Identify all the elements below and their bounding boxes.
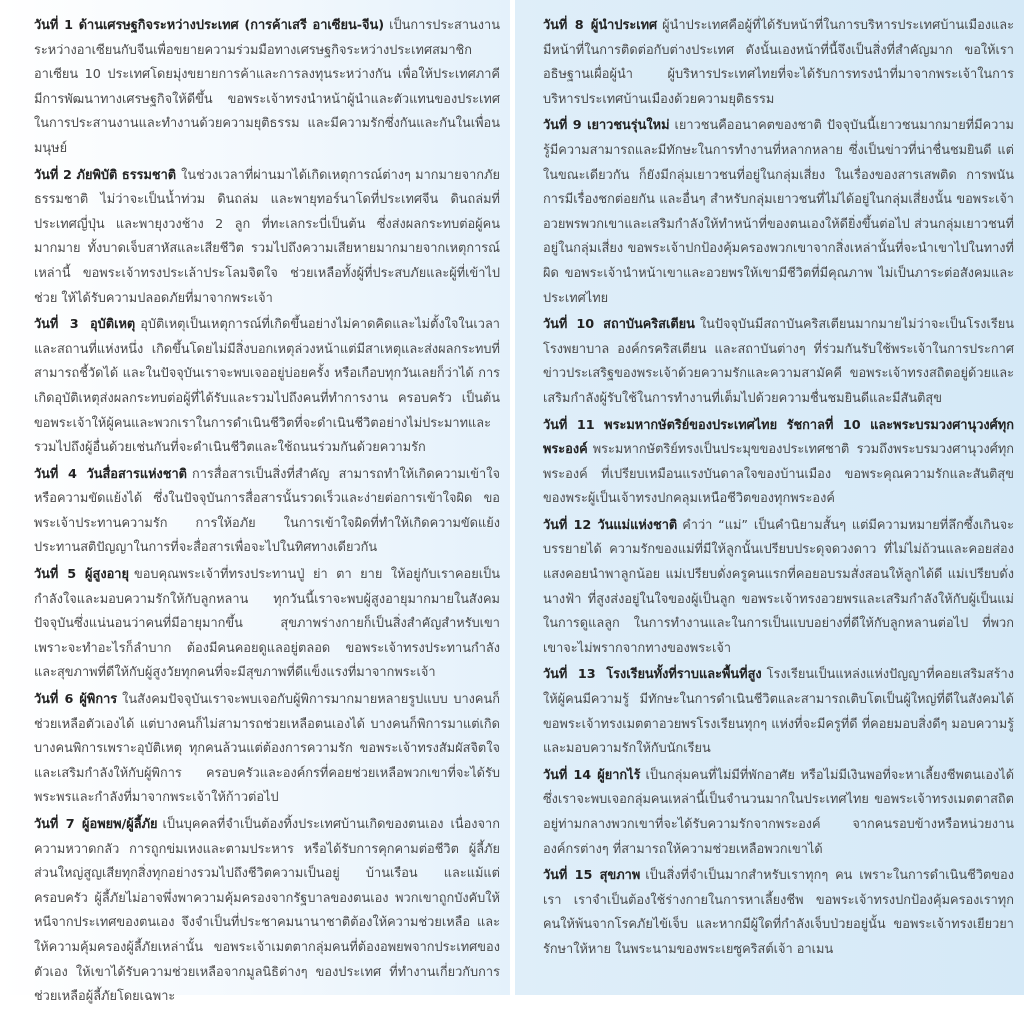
entry-text: ในสังคมปัจจุบันเราจะพบเจอกับผู้พิการมากมายหลายรูปแบบ บางคนก็ช่วยเหลือตัวเองได้ แต่บางคนก็ไม่สามารถช่วยเหลือตนเองได้ บางคนก็พิการมาแต่เกิด บางคนพิการเพราะอุบัติเหตุ ทุกคนล้วนแต่ต้องการความรัก ขอพระเจ้าทรงสัมผัสจิตใจและเสริมกำลังให้กับผู้พิการ ครอบครัวและองค์กรที่คอยช่วยเหลือพวกเขาที่จะได้รับพระพรและกำลังที่มาจากพระเจ้าให้ก้าวต่อไป [34, 692, 500, 806]
day-heading: วันที่ 14 ผู้ยากไร้ [543, 767, 641, 783]
day-heading: วันที่ 13 โรงเรียนทั้งที่ราบและพื้นที่สูง [543, 667, 762, 683]
prayer-entry-day-7 [34, 813, 500, 1010]
entry-text: โรงเรียนเป็นแหล่งแห่งปัญญาที่คอยเสริมสร้างให้ผู้คนมีความรู้ มีทักษะในการดำเนินชีวิตและสามารถเติบโตเป็นผู้ใหญ่ที่ดีในสังคมได้ ขอพระเจ้าทรงเมตตาอวยพรโรงเรียนทุกๆ แห่งที่จะมีครูที่ดี ที่คอยมอบสิ่งดีๆ มอบความรู้และมอบความรักให้กับนักเรียน [543, 667, 1014, 757]
entry-text: เยาวชนคืออนาคตของชาติ ปัจจุบันนี้เยาวชนมากมายที่มีความรู้มีความสามารถและมีทักษะในการทำงานที่หลากหลาย ซึ่งเป็นข่าวที่น่าชื่นชมยินดี แต่ในขณะเดียวกัน ก็ยังมีกลุ่มเยาวชนที่อยู่ในกลุ่มเสี่ยง ในเรื่องของสารเสพติด การพนัน การมีเรื่องชกต่อยกัน และอื่นๆ สำหรับกลุ่มเยาวชนที่ไม่ได้อยู่ในกลุ่มเสี่ยงนั้น ขอพระเจ้าอวยพรพวกเขาและเสริมกำลังให้ทำหน้าที่ของตนเองให้ดียิ่งขึ้นต่อไป ส่วนกลุ่มเยาวชนที่อยู่ในกลุ่มเสี่ยง ขอพระเจ้าปกป้องคุ้มครองพวกเขาจากสิ่งเหล่านั้นที่จะนำเขาไปในทางที่ผิด ขอพระเจ้านำหน้าเขาและอวยพรให้เขามีชีวิตที่มีคุณภาพ ไม่เป็นภาระต่อสังคมและประเทศไทย [543, 118, 1014, 306]
day-heading: วันที่ 12 วันแม่แห่งชาติ [543, 517, 678, 533]
prayer-entry-day-13 [543, 663, 1014, 761]
entry-text: อุบัติเหตุเป็นเหตุการณ์ที่เกิดขึ้นอย่างไม่คาดคิดและไม่ตั้งใจในเวลาและสถานที่แห่งหนึ่ง เกิดขึ้นโดยไม่มีสิ่งบอกเหตุล่วงหน้าแต่มีสาเหตุและส่งผลกระทบที่สามารถชี้วัดได้ และในปัจจุบันเราจะพบเจออยู่บ่อยครั้ง หรือเกือบทุกวันเลยก็ว่าได้ การเกิดอุบัติเหตุส่งผลกระทบต่อผู้ที่ได้รับและรวมไปถึงคนที่ทำการงาน ครอบครัว เป็นต้น ขอพระเจ้าให้ผู้คนและพวกเราในการดำเนินชีวิตที่จะดำเนินชีวิตอย่างไม่ประมาทและรวมไปถึงผู้อื่นด้วยเช่นกันที่จะดำเนินชีวิตและใช้ถนนร่วมกันด้วยความรัก [34, 317, 500, 456]
day-heading: วันที่ 10 สถาบันคริสเตียน [543, 317, 695, 333]
right-column [515, 0, 1024, 995]
entry-text: ผู้นำประเทศคือผู้ที่ได้รับหน้าที่ในการบริหารประเทศบ้านเมืองและมีหน้าที่ในการติดต่อกับต่างประเทศ ดังนั้นเองหน้าที่นี้จึงเป็นสิ่งที่สำคัญมาก ขอให้เราอธิษฐานเผื่อผู้นำ ผู้บริหารประเทศไทยที่จะได้รับการทรงนำที่มาจากพระเจ้าในการบริหารประเทศบ้านเมืองด้วยความยุติธรรม [543, 18, 1014, 107]
day-heading: วันที่ 11 พระมหากษัตริย์ของประเทศไทย รัชกาลที่ 10 และพระบรมวงศานุวงศ์ทุกพระองค์ [543, 417, 1014, 458]
day-heading: วันที่ 15 สุขภาพ [543, 868, 641, 884]
entry-text: การสื่อสารเป็นสิ่งที่สำคัญ สามารถทำให้เกิดความเข้าใจหรือความขัดแย้งได้ ซึ่งในปัจจุบันการสื่อสารนั้นรวดเร็วและง่ายต่อการเข้าใจผิด ขอพระเจ้าประทานความรัก การให้อภัย ในการเข้าใจผิดที่ทำให้เกิดความขัดแย้ง ประทานสติปัญญาในการที่จะสื่อสารเพื่อจะไปในทิศทางเดียวกัน [34, 466, 500, 556]
day-heading: วันที่ 2 ภัยพิบัติ ธรรมชาติ [34, 167, 177, 183]
prayer-entry-day-14 [543, 764, 1014, 862]
prayer-entry-day-6 [34, 688, 500, 811]
day-heading: วันที่ 8 ผู้นำประเทศ [543, 18, 658, 33]
day-heading: วันที่ 4 วันสื่อสารแห่งชาติ [34, 466, 187, 482]
prayer-entry-day-10 [543, 313, 1014, 411]
day-heading: วันที่ 9 เยาวชนรุ่นใหม่ [543, 118, 670, 134]
prayer-entry-day-11 [543, 414, 1014, 512]
entry-text: ในปัจจุบันมีสถาบันคริสเตียนมากมายไม่ว่าจะเป็นโรงเรียน โรงพยาบาล องค์กรคริสเตียน และสถาบันต่างๆ ที่ร่วมกันรับใช้พระเจ้าในการประกาศข่าวประเสริฐของพระเจ้าด้วยความรักและความสามัคคี ขอพระเจ้าทรงสถิตอยู่ด้วยและเสริมกำลังผู้รับใช้ในการทำงานที่เต็มไปด้วยความชื่นชมยินดีและมีสันติสุข [543, 317, 1014, 406]
prayer-entry-day-15 [543, 864, 1014, 962]
prayer-entry-day-8 [543, 14, 1014, 112]
entry-text: เป็นกลุ่มคนที่ไม่มีที่พักอาศัย หรือไม่มีเงินพอที่จะหาเลี้ยงชีพตนเองได้ ซึ่งเราจะพบเจอกลุ่มคนเหล่านี้เป็นจำนวนมากในประเทศไทย ขอพระเจ้าทรงเมตตาสถิตอยู่ท่ามกลางพวกเขาที่จะได้รับความรักจากพระองค์ จากคนรอบข้างหรือหน่วยงานองค์กรต่างๆ ที่สามารถให้ความช่วยเหลือพวกเขาได้ [543, 767, 1014, 857]
entry-text: ขอบคุณพระเจ้าที่ทรงประทานปู่ ย่า ตา ยาย ให้อยู่กับเราคอยเป็นกำลังใจและมอบความรักให้กับลูกหลาน ทุกวันนี้เราจะพบผู้สูงอายุมากมายในสังคมปัจจุบันซึ่งแน่นอนว่าคนที่มีอายุมากขึ้น สุขภาพร่างกายก็เป็นสิ่งสำคัญสำหรับเขาเพราะจะทำอะไรก็ลำบาก ต้องมีคนคอยดูแลอยู่ตลอด ขอพระเจ้าทรงประทานกำลัง และสุขภาพที่ดีให้กับผู้สูงวัยทุกคนที่จะมีสุขภาพที่ดีแข็งแรงที่มาจากพระเจ้า [34, 567, 500, 681]
prayer-entry-day-4 [34, 463, 500, 561]
day-heading: วันที่ 7 ผู้อพยพ/ผู้ลี้ภัย [34, 817, 158, 832]
prayer-entry-day-12 [543, 514, 1014, 662]
entry-text: เป็นการประสานงานระหว่างอาเซียนกับจีนเพื่อขยายความร่วมมือทางเศรษฐกิจระหว่างประเทศสมาชิกอาเซียน 10 ประเทศโดยมุ่งขยายการค้าและการลงทุนระหว่างกัน เพื่อให้ประเทศภาคีมีการพัฒนาทางเศรษฐกิจให้ดีขึ้น ขอพระเจ้าทรงนำหน้าผู้นำและตัวแทนของประเทศในการประสานงานและทำงานด้วยความยุติธรรม และมีความรักซึ่งกันและกันในเพื่อนมนุษย์ [34, 18, 500, 156]
prayer-entry-day-3 [34, 313, 500, 461]
day-heading: วันที่ 1 ด้านเศรษฐกิจระหว่างประเทศ (การค้าเสรี อาเซียน-จีน) [34, 18, 385, 33]
entry-text: ในช่วงเวลาที่ผ่านมาได้เกิดเหตุการณ์ต่างๆ มากมายจากภัยธรรมชาติ ไม่ว่าจะเป็นน้ำท่วม ดินถล่ม และพายุทอร์นาโดที่ประเทศจีน ดินถล่มที่ประเทศญี่ปุ่น และพายุงวงช้าง 2 ลูก ที่ทะเลกระบี่เป็นต้น ซึ่งส่งผลกระทบต่อผู้คนมากมาย ทั้งบาดเจ็บสาหัสและเสียชีวิต รวมไปถึงความเสียหายมากมายจากเหตุการณ์เหล่านี้ ขอพระเจ้าทรงประเล้าประโลมจิตใจ ช่วยเหลือทั้งผู้ที่ประสบภัยและผู้ที่เข้าไปช่วย ให้ได้รับความปลอดภัยที่มาจากพระเจ้า [34, 167, 500, 306]
prayer-entry-day-2 [34, 164, 500, 312]
entry-text: เป็นสิ่งที่จำเป็นมากสำหรับเราทุกๆ คน เพราะในการดำเนินชีวิตของเรา เราจำเป็นต้องใช้ร่างกายในการหาเลี้ยงชีพ ขอพระเจ้าทรงปกป้องคุ้มครองเราทุกคนให้พ้นจากโรคภัยไข้เจ็บ และหากมีผู้ใดที่กำลังเจ็บป่วยอยู่นั้น ขอพระเจ้าทรงเยียวยารักษาให้หาย ในพระนามของพระเยซูคริสต์เจ้า อาเมน [543, 868, 1014, 957]
entry-text: พระมหากษัตริย์ทรงเป็นประมุขของประเทศชาติ รวมถึงพระบรมวงศานุวงศ์ทุกพระองค์ ที่เปรียบเหมือนแรงบันดาลใจของบ้านเมือง ขอพระคุณความรักและสันติสุขของพระผู้เป็นเจ้าทรงปกคลุมเหนือชีวิตของทุกพระองค์ [543, 442, 1014, 507]
entry-text: คำว่า “แม่” เป็นคำนิยามสั้นๆ แต่มีความหมายที่ลึกซึ้งเกินจะบรรยายได้ ความรักของแม่ที่มีให้ลูกนั้นเปรียบประดุจดวงดาว ที่ไม่ไม่ถ้วนและคอยส่องแสงคอยนำพาลูกน้อย แม่เปรียบดั่งครูคนแรกที่คอยอบรมสั่งสอนให้ลูกได้ดี แม่เปรียบดั่งนางฟ้า ที่สูงส่งอยู่ในใจของผู้เป็นลูก ขอพระเจ้าทรงอวยพรและเสริมกำลังให้กับผู้เป็นแม่ในการดูแลลูก ในการทำงานและในการเป็นแบบอย่างที่ดีให้กับลูกหลานต่อไป ที่พวกเขาจะไม่พรากจากทางของพระเจ้า [543, 517, 1014, 656]
day-heading: วันที่ 6 ผู้พิการ [34, 692, 118, 708]
prayer-entry-day-5 [34, 563, 500, 686]
prayer-entry-day-1 [34, 14, 500, 162]
left-column [0, 0, 510, 1005]
prayer-entry-day-9 [543, 114, 1014, 311]
day-heading: วันที่ 5 ผู้สูงอายุ [34, 567, 129, 583]
entry-text: เป็นบุคคลที่จำเป็นต้องทิ้งประเทศบ้านเกิดของตนเอง เนื่องจากความหวาดกลัว การถูกข่มเหงและตามประหาร หรือได้รับการคุกคามต่อชีวิต ผู้ลี้ภัยส่วนใหญ่สูญเสียทุกสิ่งทุกอย่างรวมไปถึงชีวิตความเป็นอยู่ บ้านเรือน และแม้แต่ครอบครัว ผู้ลี้ภัยไม่อาจพึ่งพาความคุ้มครองจากรัฐบาลของตนเอง พวกเขาถูกบังคับให้หนีจากประเทศของตนเอง จึงจำเป็นที่ประชาคมนานาชาติต้องให้ความช่วยเหลือ และให้ความคุ้มครองผู้ลี้ภัยเหล่านั้น ขอพระเจ้าเมตตากลุ่มคนที่ต้องอพยพจากประเทศของตัวเอง ให้เขาได้รับความช่วยเหลือจากมูลนิธิต่างๆ ของประเทศ ที่ทำงานเกี่ยวกับการช่วยเหลือผู้ลี้ภัยโดยเฉพาะ [34, 817, 500, 1005]
day-heading: วันที่ 3 อุบัติเหตุ [34, 317, 136, 333]
